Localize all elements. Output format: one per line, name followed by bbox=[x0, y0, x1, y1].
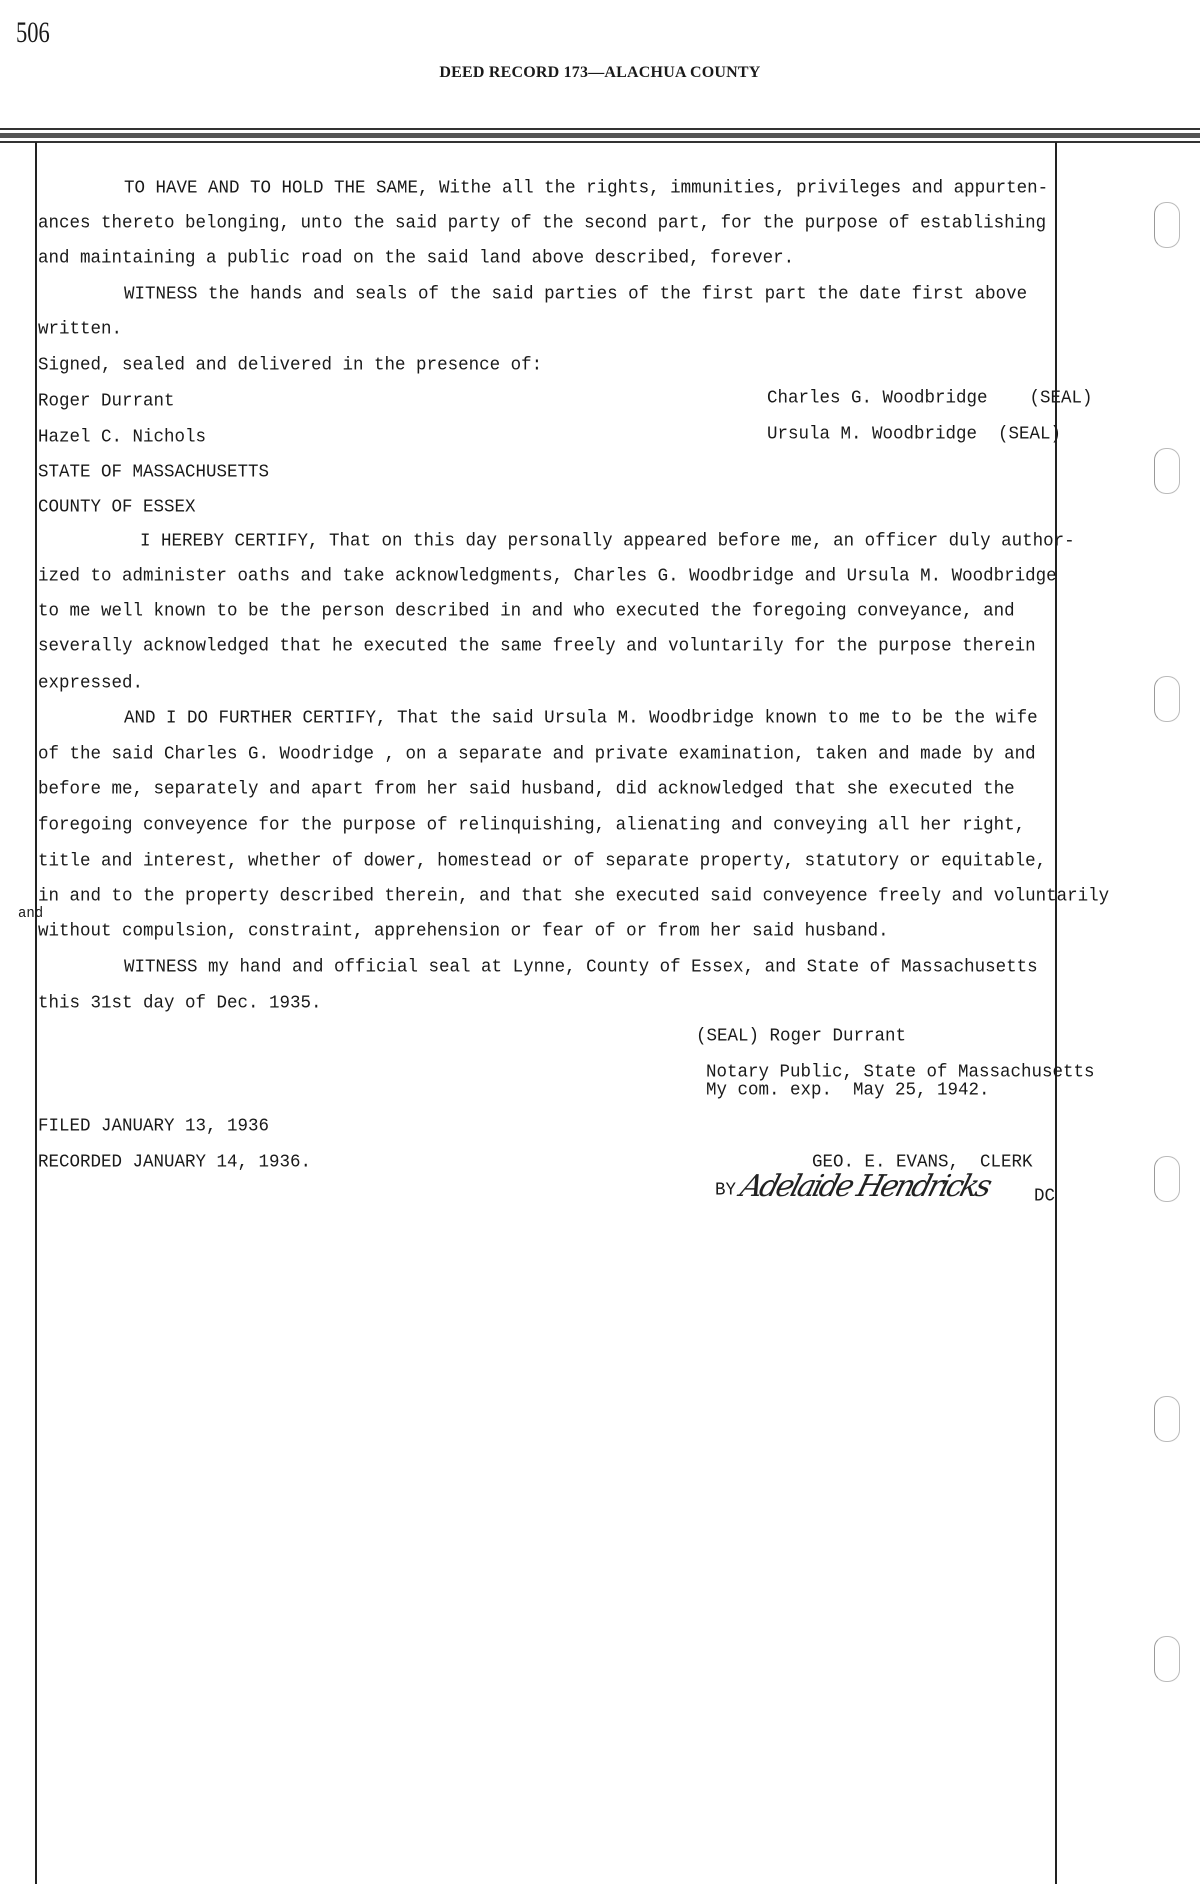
body-line: WITNESS the hands and seals of the said parties of the first part the date first above bbox=[124, 283, 1028, 305]
body-line: Signed, sealed and delivered in the presence of: bbox=[38, 354, 543, 376]
body-line: WITNESS my hand and official seal at Lynne, County of Essex, and State of Massachusetts bbox=[124, 956, 1038, 978]
body-line: title and interest, whether of dower, homestead or of separate property, statutory or equitable, bbox=[38, 850, 1047, 872]
body-line: COUNTY OF ESSEX bbox=[38, 496, 196, 518]
body-line: in and to the property described therein, and that she executed said conveyence freely and voluntarily bbox=[38, 885, 1110, 907]
page-header: DEED RECORD 173—ALACHUA COUNTY bbox=[439, 64, 761, 81]
witness-name: Roger Durrant bbox=[38, 390, 175, 412]
margin-note: and bbox=[18, 905, 44, 923]
binder-hole bbox=[1154, 1636, 1180, 1682]
body-line: STATE OF MASSACHUSETTS bbox=[38, 461, 270, 483]
binder-hole bbox=[1154, 676, 1180, 722]
body-line: I HEREBY CERTIFY, That on this day personally appeared before me, an officer duly author- bbox=[140, 530, 1075, 552]
notary-seal-line: (SEAL) Roger Durrant bbox=[696, 1025, 907, 1047]
body-line: without compulsion, constraint, apprehension or fear of or from her said husband. bbox=[38, 920, 889, 942]
body-line: to me well known to be the person described in and who executed the foregoing conveyance, and bbox=[38, 600, 1015, 622]
signer-name: Charles G. Woodbridge (SEAL) bbox=[767, 387, 1093, 409]
body-line: ances thereto belonging, unto the said party of the second part, for the purpose of establishing bbox=[38, 212, 1047, 234]
binder-hole bbox=[1154, 202, 1180, 248]
body-line: this 31st day of Dec. 1935. bbox=[38, 992, 322, 1014]
body-line: before me, separately and apart from her said husband, did acknowledged that she executed the bbox=[38, 778, 1015, 800]
header-rule bbox=[0, 128, 1200, 130]
body-line: written. bbox=[38, 318, 123, 340]
handwritten-signature bbox=[736, 1158, 1025, 1208]
deputy-clerk-label: DC bbox=[1034, 1185, 1056, 1207]
body-line: severally acknowledged that he executed the same freely and voluntarily for the purpose therein bbox=[38, 635, 1036, 657]
body-line: ized to administer oaths and take acknowledgments, Charles G. Woodbridge and Ursula M. Woodbridge bbox=[38, 565, 1057, 587]
recorded-date: RECORDED JANUARY 14, 1936. bbox=[38, 1151, 312, 1173]
page-number: 506 bbox=[16, 16, 50, 49]
binder-hole bbox=[1154, 448, 1180, 494]
body-line: expressed. bbox=[38, 672, 144, 694]
body-line: of the said Charles G. Woodridge , on a separate and private examination, taken and made by and bbox=[38, 743, 1036, 765]
notary-commission: My com. exp. May 25, 1942. bbox=[706, 1079, 990, 1101]
notary-title: Notary Public, State of Massachusetts bbox=[706, 1061, 1095, 1083]
by-label: BY bbox=[715, 1179, 737, 1201]
signer-name: Ursula M. Woodbridge (SEAL) bbox=[767, 423, 1062, 445]
binder-hole bbox=[1154, 1156, 1180, 1202]
header-rule bbox=[0, 133, 1200, 138]
clerk-name: GEO. E. EVANS, CLERK bbox=[812, 1151, 1033, 1173]
body-line: foregoing conveyence for the purpose of relinquishing, alienating and conveying all her right, bbox=[38, 814, 1026, 836]
binder-hole bbox=[1154, 1396, 1180, 1442]
filed-date: FILED JANUARY 13, 1936 bbox=[38, 1115, 270, 1137]
witness-name: Hazel C. Nichols bbox=[38, 426, 207, 448]
left-border bbox=[35, 142, 37, 1884]
body-line: TO HAVE AND TO HOLD THE SAME, Withe all the rights, immunities, privileges and appurten- bbox=[124, 177, 1049, 199]
svg-text:Adelaide Hendricks: Adelaide Hendricks bbox=[736, 1169, 996, 1204]
body-line: AND I DO FURTHER CERTIFY, That the said Ursula M. Woodbridge known to me to be the wife bbox=[124, 707, 1038, 729]
body-line: and maintaining a public road on the said land above described, forever. bbox=[38, 247, 795, 269]
header-rule bbox=[0, 141, 1200, 143]
